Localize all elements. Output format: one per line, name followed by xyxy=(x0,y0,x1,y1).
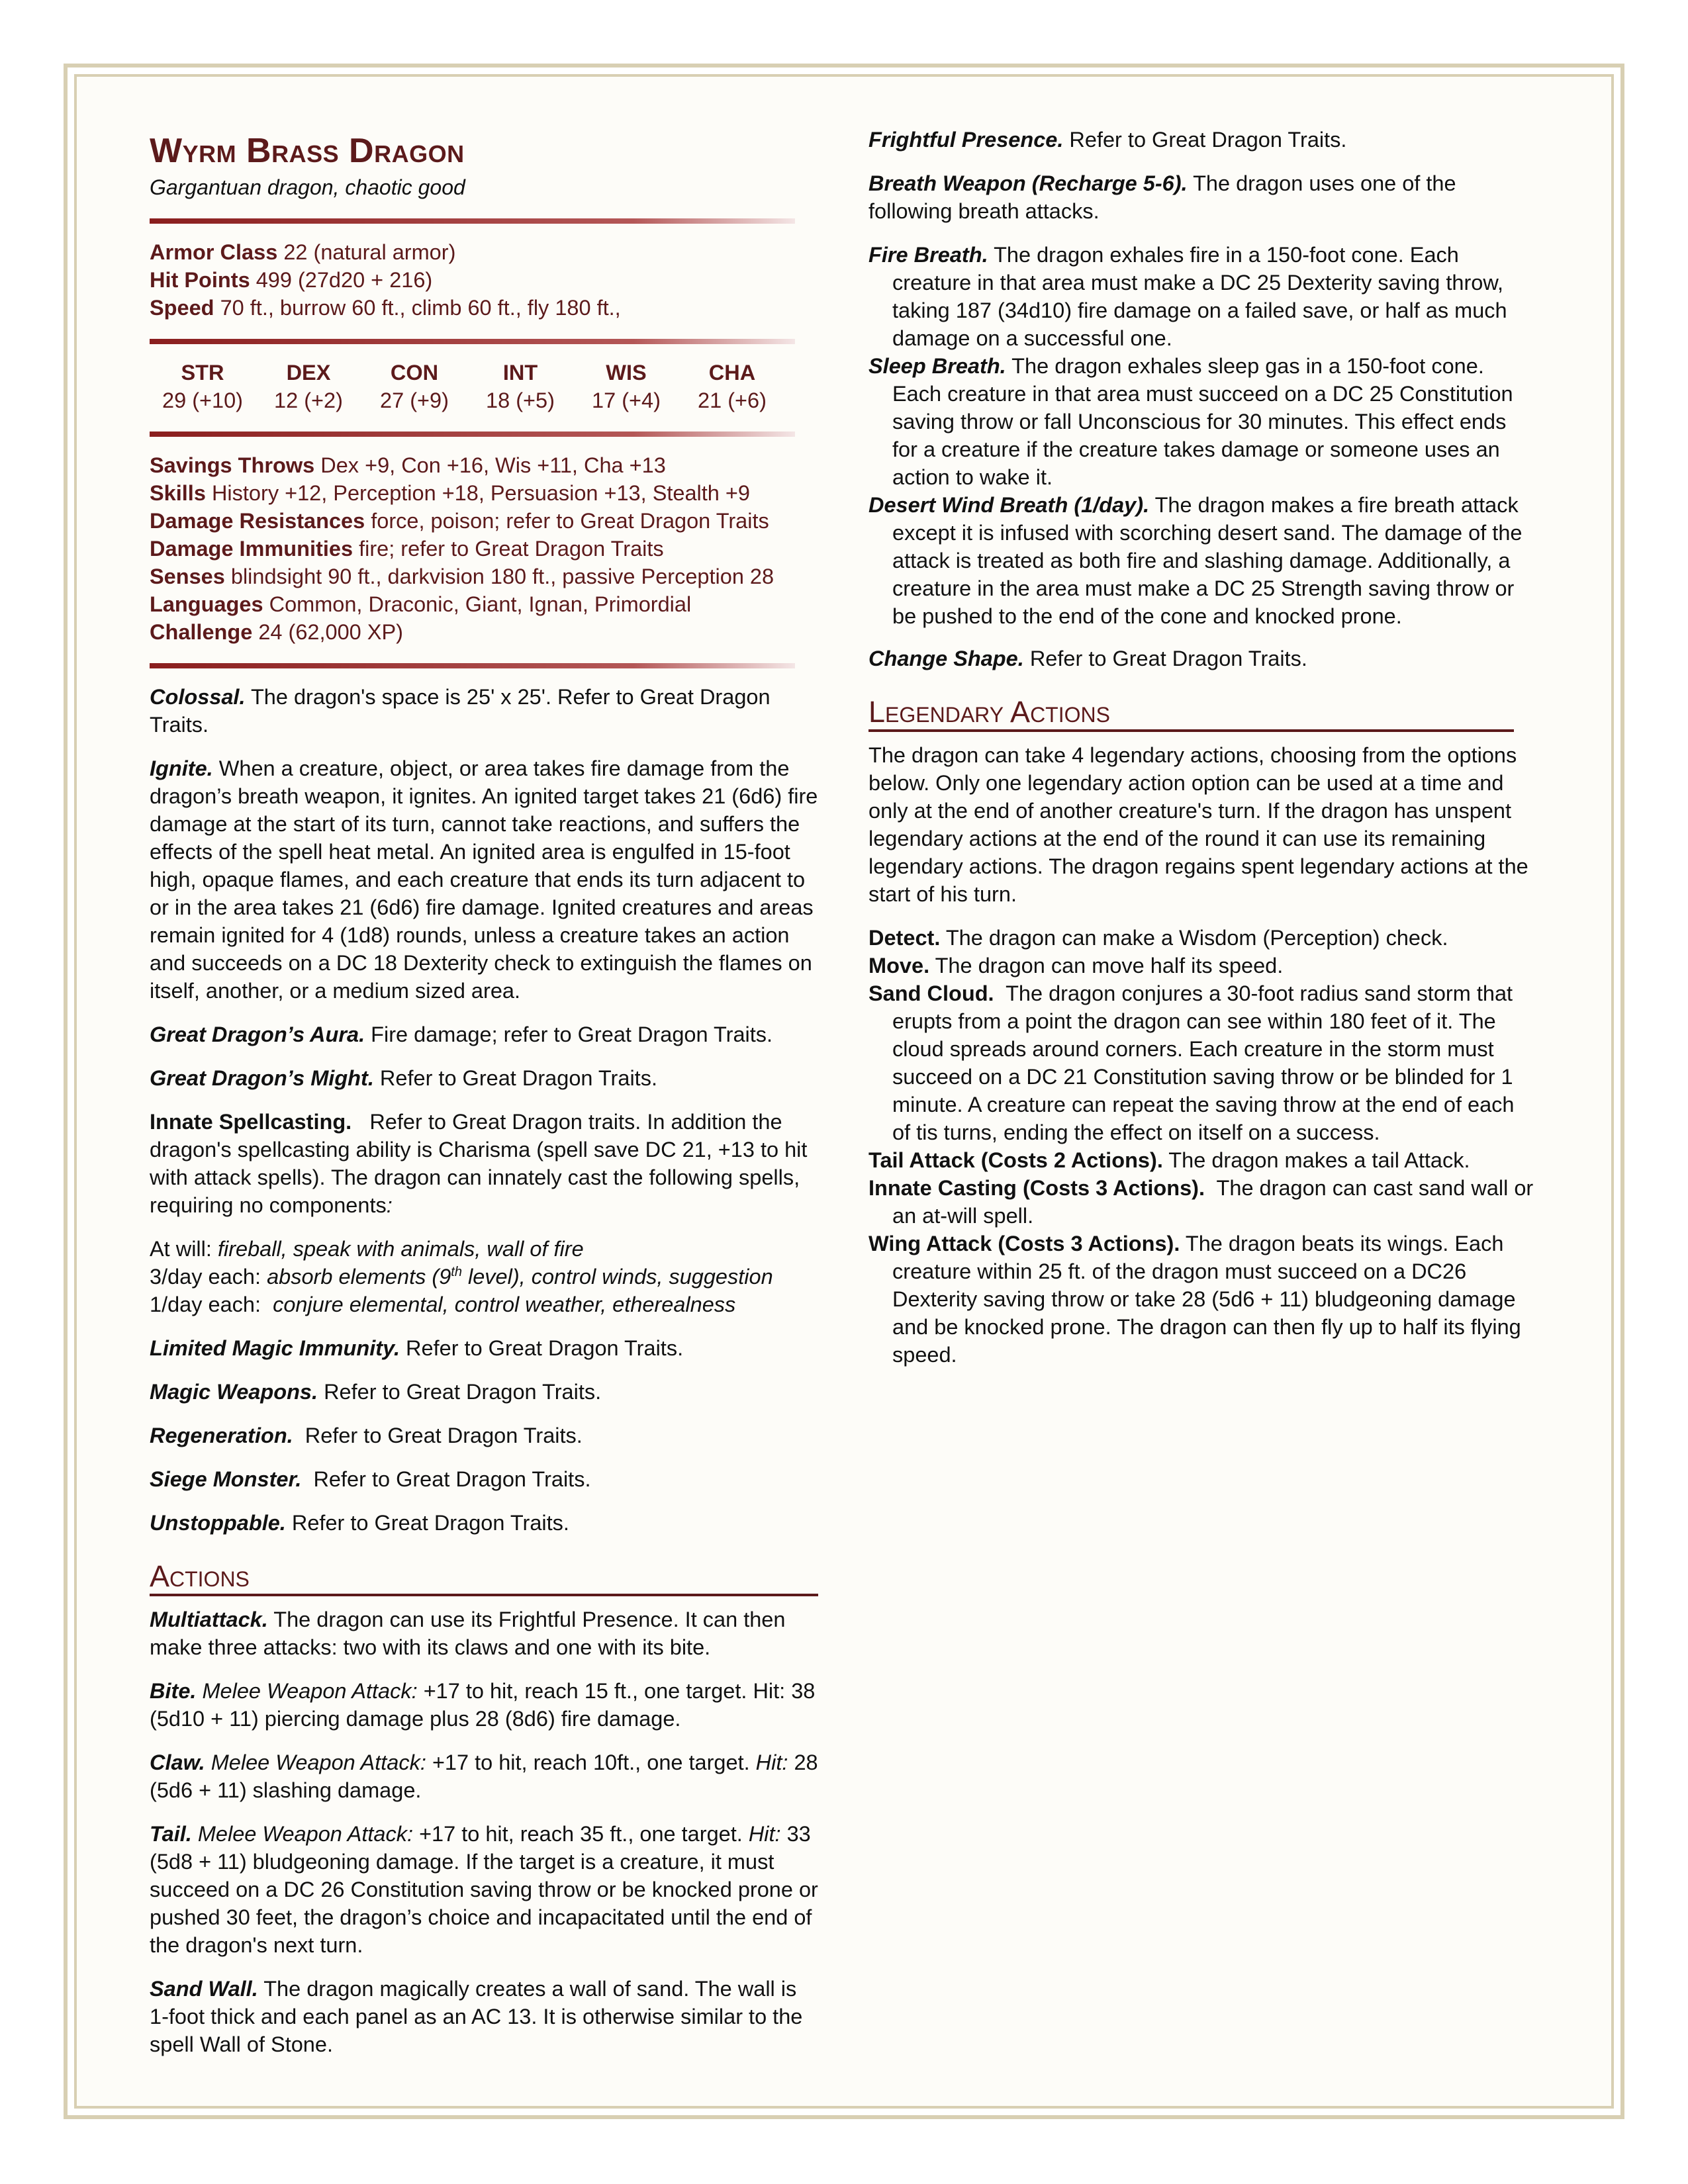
action-claw: Claw. Melee Weapon Attack: +17 to hit, reach 10ft., one target. Hit: 28 (5d6 + 11) slashing damage. xyxy=(150,1751,818,1802)
legendary-sand-cloud: Sand Cloud. The dragon conjures a 30-foot radius sand storm that erupts from a point the dragon can see within 180 feet of it. The cloud spreads around corners. Each creature in the storm must succeed on a DC 21 Constitution saving throw or be blinded for 1 minute. A creature can repeat the saving throw at the end of each of tis turns, ending the effect on itself on a success. xyxy=(868,981,1515,1144)
ability-dex: DEX 12 (+2) xyxy=(274,361,343,412)
trait-limited-magic-immunity: Limited Magic Immunity. Refer to Great Dragon Traits. xyxy=(150,1336,684,1360)
stat-armor-class: Armor Class 22 (natural armor) xyxy=(150,240,456,264)
ability-str: STR 29 (+10) xyxy=(162,361,243,412)
trait-siege-monster: Siege Monster. Refer to Great Dragon Traits. xyxy=(150,1467,591,1491)
detail-saving-throws: Savings Throws Dex +9, Con +16, Wis +11, Cha +13 xyxy=(150,453,666,477)
trait-great-dragons-aura: Great Dragon’s Aura. Fire damage; refer to Great Dragon Traits. xyxy=(150,1023,773,1046)
action-frightful-presence: Frightful Presence. Refer to Great Dragon Traits. xyxy=(868,128,1347,152)
spell-list: At will: fireball, speak with animals, wall of fire 3/day each: absorb elements (9th level), control winds, suggestion 1/day each: conjure elemental, control weather, etherealness xyxy=(150,1237,773,1316)
action-tail: Tail. Melee Weapon Attack: +17 to hit, reach 35 ft., one target. Hit: 33 (5d8 + 11) bludgeoning damage. If the target is a creature, it must succeed on a DC 26 Constitution saving throw or be knocked prone or pushed 30 feet, the dragon’s choice and incapacitated until the end of the dragon's next turn. xyxy=(150,1822,818,1957)
divider-rule xyxy=(150,339,795,344)
action-breath-weapon: Breath Weapon (Recharge 5-6). The dragon uses one of the following breath attacks. xyxy=(868,171,1456,223)
ability-wis: WIS 17 (+4) xyxy=(592,361,661,412)
legendary-detect: Detect. The dragon can make a Wisdom (Perception) check. xyxy=(868,926,1448,950)
divider-rule xyxy=(150,663,795,668)
legendary-tail-attack: Tail Attack (Costs 2 Actions). The dragon makes a tail Attack. xyxy=(868,1148,1470,1172)
detail-damage-resistances: Damage Resistances force, poison; refer to Great Dragon Traits xyxy=(150,509,769,533)
section-heading-legendary-actions: Legendary Actions xyxy=(868,695,1514,732)
legendary-intro: The dragon can take 4 legendary actions, choosing from the options below. Only one legendary action option can be used at a time and only at the end of another creature's turn. If the dragon has unspent legendary actions at the end of the round it can use its remaining legendary actions. The dragon regains spent legendary actions at the start of his turn. xyxy=(868,743,1528,906)
action-multiattack: Multiattack. The dragon can use its Frightful Presence. It can then make three attacks: two with its claws and one with its bite. xyxy=(150,1608,786,1659)
stat-speed: Speed 70 ft., burrow 60 ft., climb 60 ft., fly 180 ft., xyxy=(150,296,621,320)
trait-magic-weapons: Magic Weapons. Refer to Great Dragon Traits. xyxy=(150,1380,602,1404)
stat-hit-points: Hit Points 499 (27d20 + 216) xyxy=(150,268,433,292)
detail-languages: Languages Common, Draconic, Giant, Ignan, Primordial xyxy=(150,592,692,616)
breath-sleep: Sleep Breath. The dragon exhales sleep gas in a 150-foot cone. Each creature in that area must succeed on a DC 25 Constitution saving throw or fall Unconscious for 30 minutes. This effect ends for a creature if the creature takes damage or someone uses an action to wake it. xyxy=(868,354,1513,489)
detail-senses: Senses blindsight 90 ft., darkvision 180 ft., passive Perception 28 xyxy=(150,565,774,588)
legendary-innate-casting: Innate Casting (Costs 3 Actions). The dragon can cast sand wall or an at-will spell. xyxy=(868,1176,1534,1228)
breath-desert-wind: Desert Wind Breath (1/day). The dragon makes a fire breath attack except it is infused with scorching desert sand. The damage of the attack is treated as both fire and slashing damage. Additionally, a creature in the area must make a DC 25 Strength saving throw or be pushed to the end of the cone and knocked prone. xyxy=(868,493,1523,628)
breath-fire: Fire Breath. The dragon exhales fire in a 150-foot cone. Each creature in that area must make a DC 25 Dexterity saving throw, taking 187 (34d10) fire damage on a failed save, or half as much damage on a successful one. xyxy=(868,243,1507,350)
trait-innate-spellcasting: Innate Spellcasting. Refer to Great Dragon traits. In addition the dragon's spellcasting ability is Charisma (spell save DC 21, +13 to hit with attack spells). The dragon can innately cast the following spells, requiring no components: xyxy=(150,1110,808,1217)
divider-rule xyxy=(150,218,795,224)
action-bite: Bite. Melee Weapon Attack: +17 to hit, reach 15 ft., one target. Hit: 38 (5d10 + 11) piercing damage plus 28 (8d6) fire damage. xyxy=(150,1679,816,1731)
ability-con: CON 27 (+9) xyxy=(380,361,449,412)
trait-great-dragons-might: Great Dragon’s Might. Refer to Great Dragon Traits. xyxy=(150,1066,657,1090)
trait-unstoppable: Unstoppable. Refer to Great Dragon Traits. xyxy=(150,1511,569,1535)
trait-ignite: Ignite. When a creature, object, or area takes fire damage from the dragon’s breath weapon, it ignites. An ignited target takes 21 (6d6) fire damage at the start of its turn, cannot take reactions, and suffers the effects of the spell heat metal. An ignited area is engulfed in 15-foot high, opaque flames, and each creature that ends its turn adjacent to or in the area takes 21 (6d6) fire damage. Ignited creatures and areas remain ignited for 4 (1d8) rounds, unless a creature takes an action and succeeds on a DC 18 Dexterity check to extinguish the flames on itself, another, or a medium sized area. xyxy=(150,756,818,1003)
left-column xyxy=(150,126,818,2074)
detail-skills: Skills History +12, Perception +18, Persuasion +13, Stealth +9 xyxy=(150,481,750,505)
section-heading-actions: Actions xyxy=(150,1559,818,1596)
detail-challenge: Challenge 24 (62,000 XP) xyxy=(150,620,403,644)
action-change-shape: Change Shape. Refer to Great Dragon Traits. xyxy=(868,647,1307,670)
detail-damage-immunities: Damage Immunities fire; refer to Great Dragon Traits xyxy=(150,537,664,561)
legendary-wing-attack: Wing Attack (Costs 3 Actions). The dragon beats its wings. Each creature within 25 ft. of the dragon must succeed on a DC26 Dexterity saving throw or take 28 (5d6 + 11) bludgeoning damage and be knocked prone. The dragon can then fly up to half its flying speed. xyxy=(868,1232,1521,1367)
ability-int: INT 18 (+5) xyxy=(486,361,555,412)
monster-title: Wyrm Brass Dragon xyxy=(150,132,465,170)
divider-rule xyxy=(150,432,795,437)
trait-regeneration: Regeneration. Refer to Great Dragon Traits. xyxy=(150,1424,583,1447)
ability-scores xyxy=(150,359,785,414)
monster-subtitle: Gargantuan dragon, chaotic good xyxy=(150,175,465,199)
legendary-move: Move. The dragon can move half its speed. xyxy=(868,954,1284,978)
trait-colossal: Colossal. The dragon's space is 25' x 25'. Refer to Great Dragon Traits. xyxy=(150,685,771,737)
ability-cha: CHA 21 (+6) xyxy=(698,361,767,412)
right-column xyxy=(868,126,1537,1369)
action-sand-wall: Sand Wall. The dragon magically creates a wall of sand. The wall is 1-foot thick and each panel as an AC 13. It is otherwise similar to the spell Wall of Stone. xyxy=(150,1977,803,2056)
